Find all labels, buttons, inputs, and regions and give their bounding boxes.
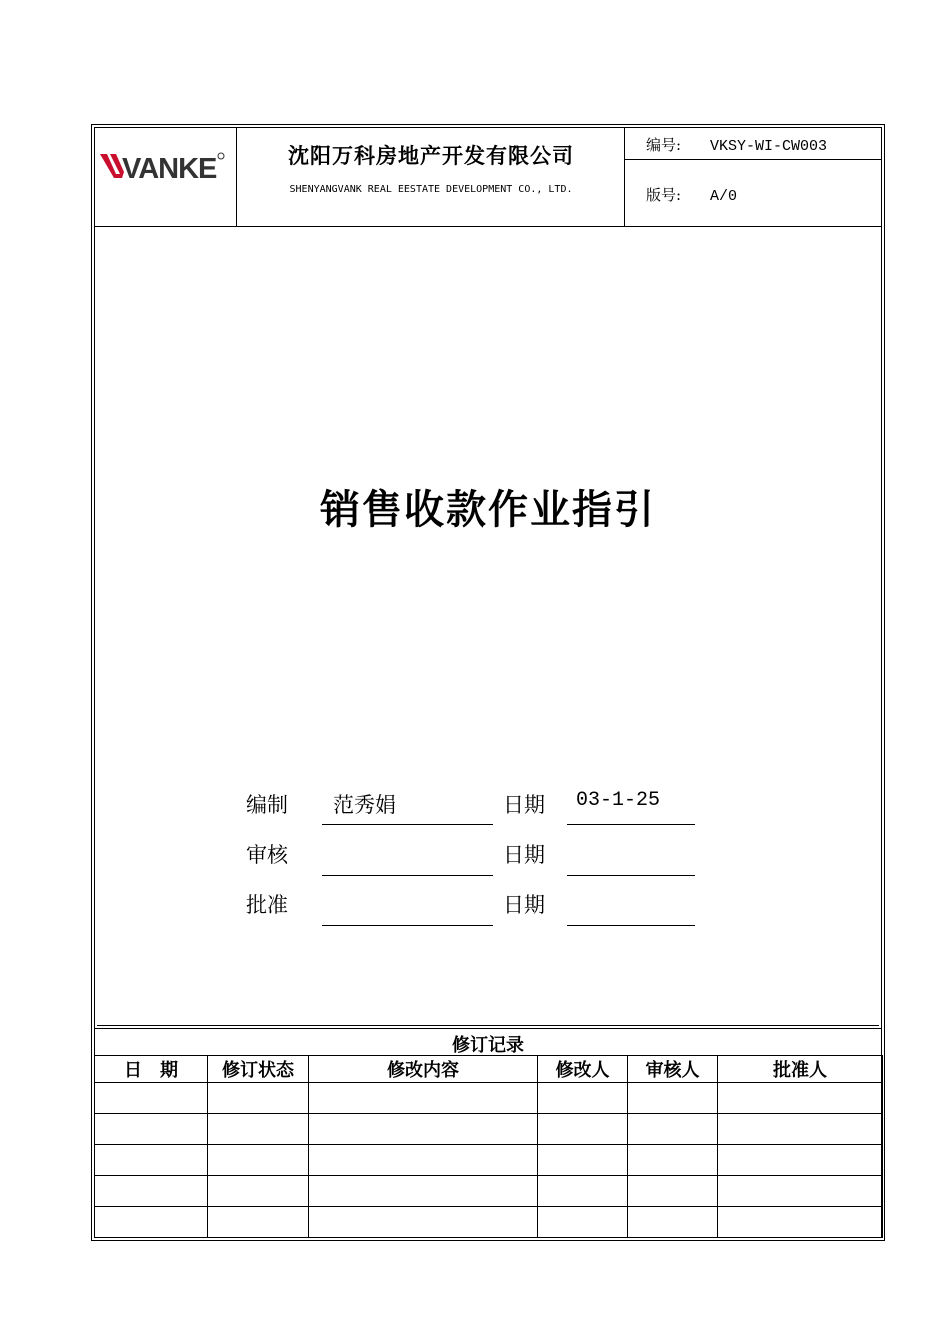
table-row xyxy=(95,1176,883,1207)
header-divider xyxy=(94,226,882,227)
table-cell xyxy=(718,1145,883,1176)
company-name-cn: 沈阳万科房地产开发有限公司 xyxy=(288,143,574,168)
col-modifier: 修改人 xyxy=(538,1056,628,1083)
revision-record-title: 修订记录 xyxy=(452,1035,524,1056)
col-approver: 批准人 xyxy=(718,1056,883,1083)
registered-mark-icon xyxy=(218,153,224,159)
logo-v-mark xyxy=(100,154,124,178)
revision-header-row xyxy=(95,1056,883,1083)
version-label: 版号: xyxy=(646,186,682,204)
vanke-logo xyxy=(100,148,228,182)
table-cell xyxy=(208,1145,309,1176)
table-cell xyxy=(538,1145,628,1176)
table-cell xyxy=(309,1083,538,1114)
header-meta-divider xyxy=(624,159,882,160)
prepared-date-label: 日期 xyxy=(503,793,545,817)
col-date: 日 期 xyxy=(95,1056,208,1083)
col-change-content: 修改内容 xyxy=(309,1056,538,1083)
table-cell xyxy=(538,1207,628,1238)
reviewed-label: 审核 xyxy=(246,843,288,867)
prepared-underline xyxy=(322,824,493,825)
table-cell xyxy=(95,1114,208,1145)
table-cell xyxy=(718,1207,883,1238)
approved-date-underline xyxy=(567,925,695,926)
table-cell xyxy=(208,1083,309,1114)
prepared-label: 编制 xyxy=(246,793,288,817)
header-col-divider-2 xyxy=(624,127,625,226)
version-number xyxy=(646,184,737,205)
table-row xyxy=(95,1207,883,1238)
table-cell xyxy=(208,1207,309,1238)
table-cell xyxy=(208,1176,309,1207)
table-cell xyxy=(538,1083,628,1114)
document-title: 销售收款作业指引 xyxy=(320,486,656,533)
approved-label: 批准 xyxy=(246,893,288,917)
logo-text: VANKE xyxy=(122,153,217,182)
prepared-date-underline xyxy=(567,824,695,825)
reviewed-date-label: 日期 xyxy=(503,843,545,867)
table-cell xyxy=(309,1114,538,1145)
table-cell xyxy=(95,1176,208,1207)
reviewed-underline xyxy=(322,875,493,876)
table-row xyxy=(95,1114,883,1145)
col-reviewer: 审核人 xyxy=(628,1056,718,1083)
table-row xyxy=(95,1083,883,1114)
table-cell xyxy=(628,1083,718,1114)
header-col-divider-1 xyxy=(236,127,237,226)
prepared-value: 范秀娟 xyxy=(333,793,396,817)
table-cell xyxy=(718,1083,883,1114)
table-cell xyxy=(628,1176,718,1207)
doc-number-label: 编号: xyxy=(646,136,682,154)
revision-divider-top xyxy=(97,1025,879,1026)
table-cell xyxy=(95,1207,208,1238)
table-cell xyxy=(538,1176,628,1207)
revision-divider-bottom xyxy=(94,1028,882,1029)
table-cell xyxy=(718,1176,883,1207)
doc-number-value: VKSY-WI-CW003 xyxy=(710,138,828,155)
table-cell xyxy=(95,1145,208,1176)
version-value: A/0 xyxy=(710,188,738,205)
table-cell xyxy=(628,1145,718,1176)
company-name-en: SHENYANGVANK REAL EESTATE DEVELOPMENT CO., LTD. xyxy=(289,184,573,195)
table-cell xyxy=(309,1145,538,1176)
approved-underline xyxy=(322,925,493,926)
table-cell xyxy=(718,1114,883,1145)
table-cell xyxy=(538,1114,628,1145)
prepared-date-value: 03-1-25 xyxy=(576,789,661,812)
table-cell xyxy=(95,1083,208,1114)
table-cell xyxy=(309,1207,538,1238)
table-cell xyxy=(628,1207,718,1238)
approved-date-label: 日期 xyxy=(503,893,545,917)
table-cell xyxy=(628,1114,718,1145)
table-cell xyxy=(208,1114,309,1145)
table-cell xyxy=(309,1176,538,1207)
doc-number xyxy=(646,134,827,155)
col-revision-status: 修订状态 xyxy=(208,1056,309,1083)
table-row xyxy=(95,1145,883,1176)
revision-table xyxy=(94,1055,883,1238)
reviewed-date-underline xyxy=(567,875,695,876)
